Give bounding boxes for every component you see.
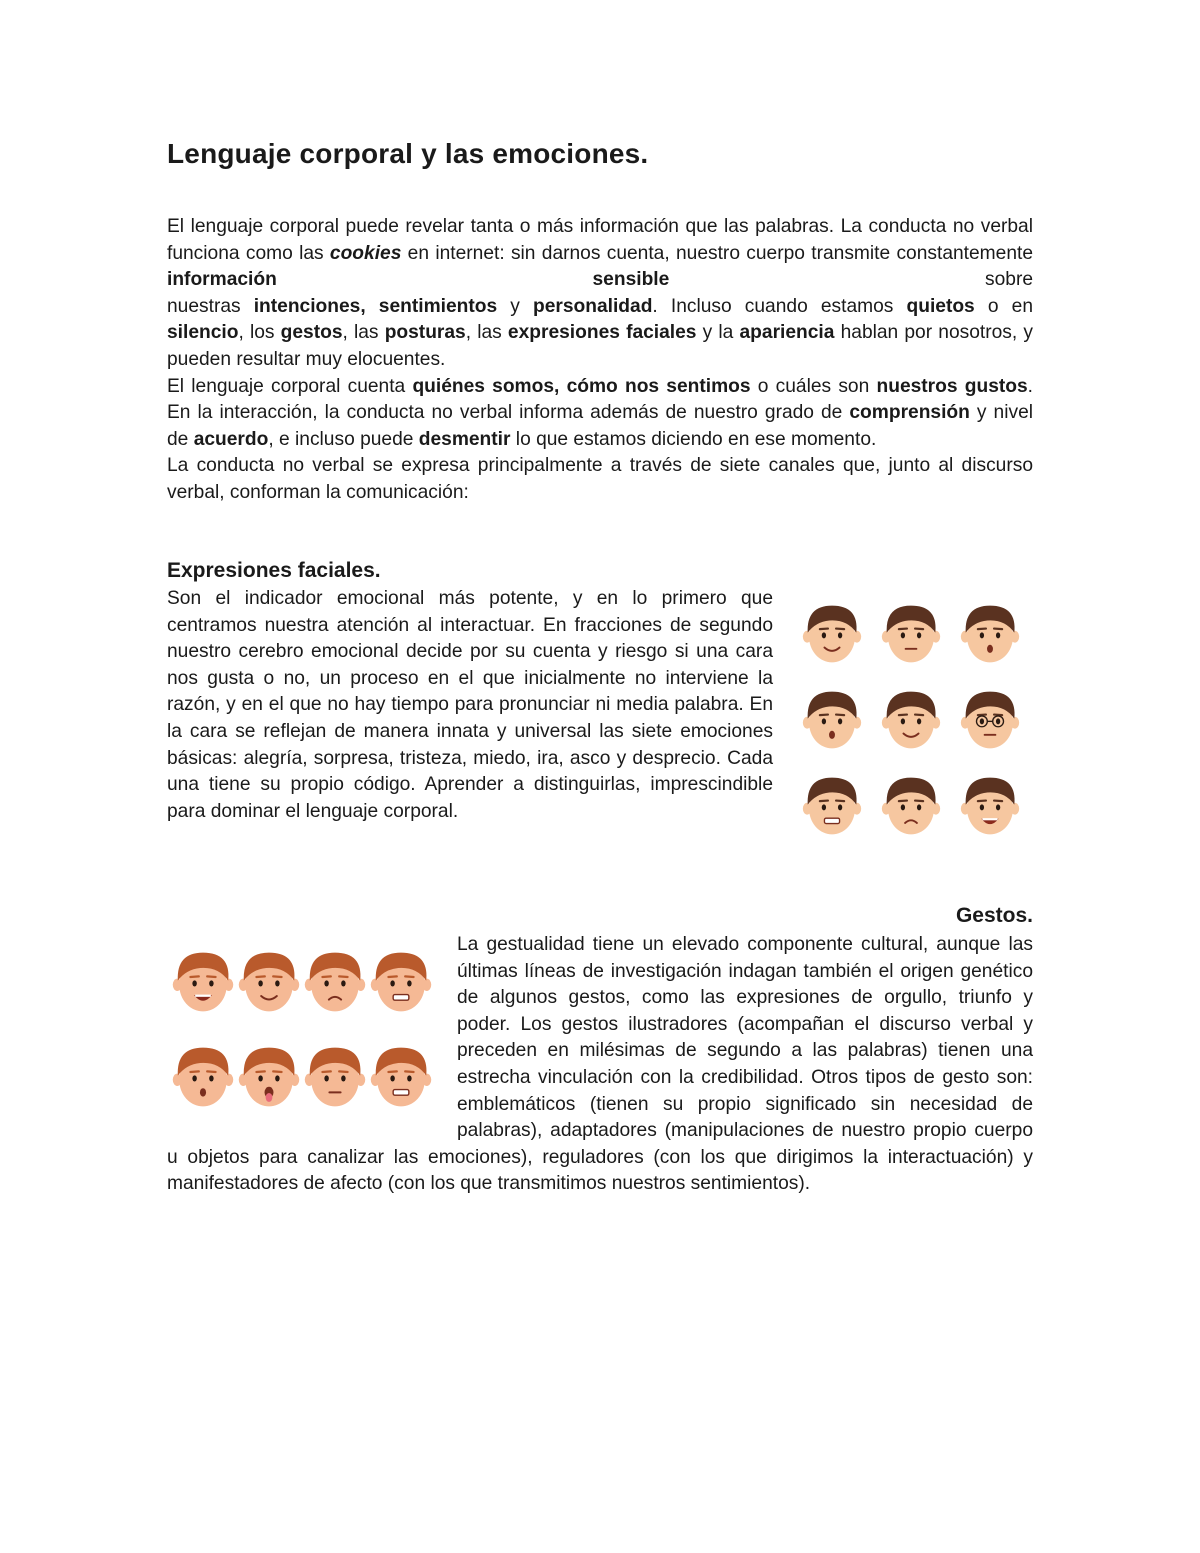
bold-term: cómo nos sentimos	[566, 375, 751, 397]
bold-term: apariencia	[739, 322, 835, 344]
intro-paragraph-2	[167, 294, 1033, 374]
intro-paragraph-1	[167, 214, 1033, 294]
cookies-emphasis: cookies	[329, 242, 402, 264]
intro-text: o en	[974, 295, 1033, 317]
document-title: Lenguaje corporal y las emociones.	[167, 138, 649, 169]
intro-text: El lenguaje corporal puede revelar tanta o más información que las palabras. La conducta no verbal funciona como las	[167, 216, 1033, 264]
cartoon-face	[371, 1048, 431, 1107]
intro-text: y	[497, 295, 533, 317]
bold-term: sentimientos	[378, 295, 498, 317]
bold-term: silencio	[167, 322, 239, 344]
gestos-heading: Gestos.	[955, 904, 1033, 927]
cartoon-face	[882, 778, 940, 835]
intro-text: hablan por nosotros, y pueden resultar muy elocuentes.	[167, 322, 1033, 370]
cartoon-face	[803, 778, 861, 835]
gestos-section	[167, 932, 1033, 1198]
intro-text: lo que estamos diciendo en ese momento.	[510, 428, 877, 450]
bold-term: expresiones faciales	[507, 322, 697, 344]
bold-term: comprensión	[849, 402, 970, 424]
bold-term: posturas	[384, 322, 466, 344]
intro-text: y nivel de	[167, 402, 1033, 450]
bold-term: quietos	[906, 295, 975, 317]
bold-term: personalidad	[533, 295, 653, 317]
intro-text: nuestras	[167, 295, 254, 317]
bold-term: acuerdo	[193, 428, 269, 450]
cartoon-face	[961, 692, 1019, 749]
cartoon-face	[803, 692, 861, 749]
intro-text: , los	[238, 322, 281, 344]
intro-text: . En la interacción, la conducta no verbal informa además de nuestro grado de	[167, 375, 1033, 424]
cartoon-face	[173, 953, 233, 1012]
expresiones-heading: Expresiones faciales.	[167, 559, 381, 582]
intro-text: , las	[465, 322, 508, 344]
cartoon-face	[882, 606, 940, 663]
intro-text: , e incluso puede	[268, 428, 419, 450]
cartoon-face	[305, 953, 365, 1012]
cartoon-face	[882, 692, 940, 749]
intro-text: en internet: sin darnos cuenta, nuestro cuerpo transmite constantemente	[401, 242, 1033, 264]
cartoon-face	[961, 606, 1019, 663]
intro-text: o cuáles son	[750, 375, 877, 397]
intro-text: y la	[696, 322, 740, 344]
cartoon-face	[961, 778, 1019, 835]
bold-term: ,	[554, 375, 567, 397]
intro-text: . Incluso cuando estamos	[652, 295, 907, 317]
bold-term: gestos	[280, 322, 343, 344]
intro-section	[167, 214, 1033, 507]
cartoon-faces-grid-icon	[795, 590, 1035, 852]
bold-term: quiénes somos	[412, 375, 555, 397]
gestos-paragraph: La gestualidad tiene un elevado componente cultural, aunque las últimas líneas de investigación indagan también el origen genético de algunos gestos, como las expresiones de orgullo, triunfo y poder. Los gestos ilustradores (acompañan el discurso verbal y preceden en milésimas de segundo a las palabras) tienen una estrecha vinculación con la credibilidad. Otros tipos de gesto son: emblemáticos (tienen su propio significado sin necesidad de palabras), adaptadores (manipulaciones de nuestro propio cuerpo u objetos para canalizar las emociones), reguladores (con los que dirigimos la interactuación) y manifestadores de afecto (con los que transmitimos nuestros sentimientos).	[167, 934, 1033, 1195]
cartoon-face	[803, 606, 861, 663]
bold-term: ,	[360, 295, 379, 317]
intro-text: El lenguaje corporal cuenta	[167, 375, 413, 397]
intro-text: sobre	[669, 269, 1033, 291]
expresiones-section	[167, 586, 773, 825]
cartoon-face	[173, 1048, 233, 1107]
intro-paragraph-3	[167, 374, 1033, 454]
expresiones-paragraph: Son el indicador emocional más potente, y en lo primero que centramos nuestra atención al interactuar. En fracciones de segundo nuestro cerebro emocional decide por su cuenta y riesgo si una cara nos gusta o no, un proceso en el que inicialmente no interviene la razón, y en el que no hay tiempo para pronunciar ni media palabra. En la cara se reflejan de manera innata y universal las siete emociones básicas: alegría, sorpresa, tristeza, miedo, ira, asco y desprecio. Cada una tiene su propio código. Aprender a distinguirlas, imprescindible para dominar el lenguaje corporal.	[167, 588, 773, 822]
intro-paragraph-4: La conducta no verbal se expresa principalmente a través de siete canales que, junto al discurso verbal, conforman la comunicación:	[167, 455, 1033, 503]
bold-term: desmentir	[418, 428, 511, 450]
cartoon-face	[371, 953, 431, 1012]
cartoon-gesture-faces-icon	[167, 932, 437, 1132]
cartoon-face	[305, 1048, 365, 1107]
intro-text: , las	[342, 322, 385, 344]
cartoon-face	[239, 953, 299, 1012]
bold-term: intenciones	[253, 295, 361, 317]
bold-term: nuestros gustos	[876, 375, 1028, 397]
info-sensible-bold: información sensible	[167, 269, 670, 291]
cartoon-face	[239, 1048, 299, 1107]
